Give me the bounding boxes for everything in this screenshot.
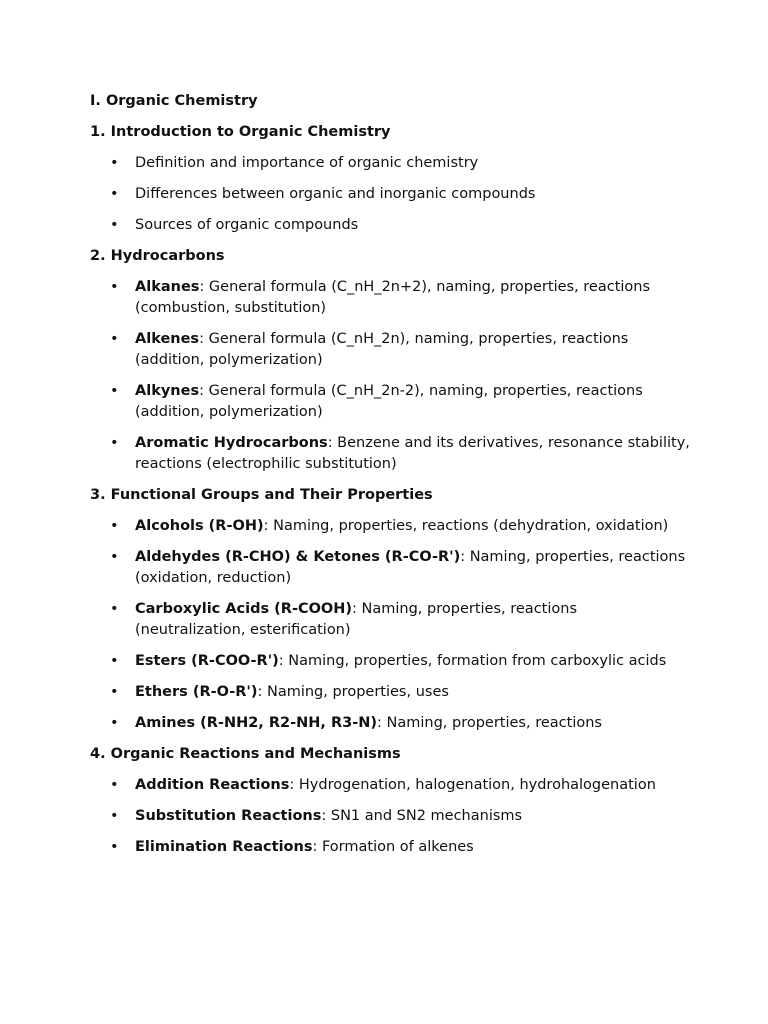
item-separator: : [327, 435, 333, 451]
bullet-icon: • [110, 549, 119, 565]
list-item [90, 153, 690, 174]
item-text: General formula (C_nH_2n+2), naming, properties, reactions (combustion, substitution) [135, 279, 651, 316]
list-item [90, 433, 690, 475]
bullet-list [90, 775, 690, 858]
item-term: Alkanes [135, 279, 200, 295]
document-title: I. Organic Chemistry [90, 93, 258, 109]
item-term: Amines (R-NH2, R2-NH, R3-N) [135, 715, 377, 731]
item-separator: : [263, 518, 269, 534]
item-text: Definition and importance of organic chemistry [135, 155, 479, 171]
bullet-icon: • [110, 518, 119, 534]
item-separator: : [289, 777, 295, 793]
item-term: Alkenes [135, 331, 200, 347]
bullet-icon: • [110, 715, 119, 731]
bullet-icon: • [110, 279, 119, 295]
item-text: Benzene and its derivatives, resonance stability, reactions (electrophilic substitution) [135, 435, 690, 472]
item-separator: : [199, 383, 204, 399]
list-item [90, 775, 690, 796]
bullet-icon: • [110, 808, 119, 824]
item-text: Sources of organic compounds [135, 217, 359, 233]
item-text: Formation of alkenes [317, 839, 474, 855]
bullet-icon: • [110, 383, 119, 399]
item-term: Aromatic Hydrocarbons [135, 435, 328, 451]
item-text: Naming, properties, reactions (oxidation, reduction) [135, 549, 686, 586]
item-text: General formula (C_nH_2n-2), naming, properties, reactions (addition, polymerization) [135, 383, 643, 420]
item-text: Naming, properties, uses [262, 684, 449, 700]
item-separator: : [321, 808, 327, 824]
item-text: Naming, properties, formation from carboxylic acids [283, 653, 667, 669]
bullet-icon: • [110, 186, 119, 202]
section-heading: 4. Organic Reactions and Mechanisms [90, 746, 401, 762]
bullet-list [90, 153, 690, 236]
item-term: Esters (R-COO-R') [135, 653, 279, 669]
item-text: General formula (C_nH_2n), naming, properties, reactions (addition, polymerization) [135, 331, 629, 368]
section-heading: 2. Hydrocarbons [90, 248, 225, 264]
item-text: Hydrogenation, halogenation, hydrohalogenation [294, 777, 656, 793]
bullet-icon: • [110, 653, 119, 669]
item-separator: : [460, 549, 466, 565]
bullet-icon: • [110, 839, 119, 855]
item-term: Alkynes [135, 383, 200, 399]
list-item [90, 277, 690, 319]
list-item [90, 381, 690, 423]
bullet-list [90, 516, 690, 734]
list-item [90, 184, 690, 205]
list-item [90, 806, 690, 827]
list-item [90, 329, 690, 371]
item-separator: : [312, 839, 318, 855]
bullet-icon: • [110, 684, 119, 700]
item-term: Aldehydes (R-CHO) & Ketones (R-CO-R') [135, 549, 461, 565]
list-item [90, 215, 690, 236]
bullet-icon: • [110, 435, 119, 451]
item-term: Elimination Reactions [135, 839, 313, 855]
item-text: Naming, properties, reactions [381, 715, 602, 731]
item-term: Addition Reactions [135, 777, 290, 793]
list-item [90, 516, 690, 537]
list-item [90, 547, 690, 589]
item-term: Ethers (R-O-R') [135, 684, 258, 700]
bullet-icon: • [110, 601, 119, 617]
bullet-icon: • [110, 217, 119, 233]
bullet-icon: • [110, 777, 119, 793]
list-item [90, 599, 690, 641]
item-term: Substitution Reactions [135, 808, 322, 824]
item-term: Carboxylic Acids (R-COOH) [135, 601, 353, 617]
list-item [90, 682, 690, 703]
item-text: Naming, properties, reactions (neutralization, esterification) [135, 601, 577, 638]
item-separator: : [199, 331, 204, 347]
item-text: Naming, properties, reactions (dehydration, oxidation) [268, 518, 669, 534]
item-separator: : [352, 601, 357, 617]
item-separator: : [278, 653, 284, 669]
item-text: SN1 and SN2 mechanisms [326, 808, 523, 824]
section-heading: 1. Introduction to Organic Chemistry [90, 124, 391, 140]
list-item [90, 713, 690, 734]
list-item [90, 651, 690, 672]
item-term: Alcohols (R-OH) [135, 518, 264, 534]
section-heading: 3. Functional Groups and Their Properties [90, 487, 433, 503]
item-text: Differences between organic and inorganic compounds [135, 186, 536, 202]
list-item [90, 837, 690, 858]
bullet-list [90, 277, 690, 475]
bullet-icon: • [110, 155, 119, 171]
item-separator: : [199, 279, 205, 295]
item-separator: : [377, 715, 382, 731]
item-separator: : [257, 684, 263, 700]
bullet-icon: • [110, 331, 119, 347]
